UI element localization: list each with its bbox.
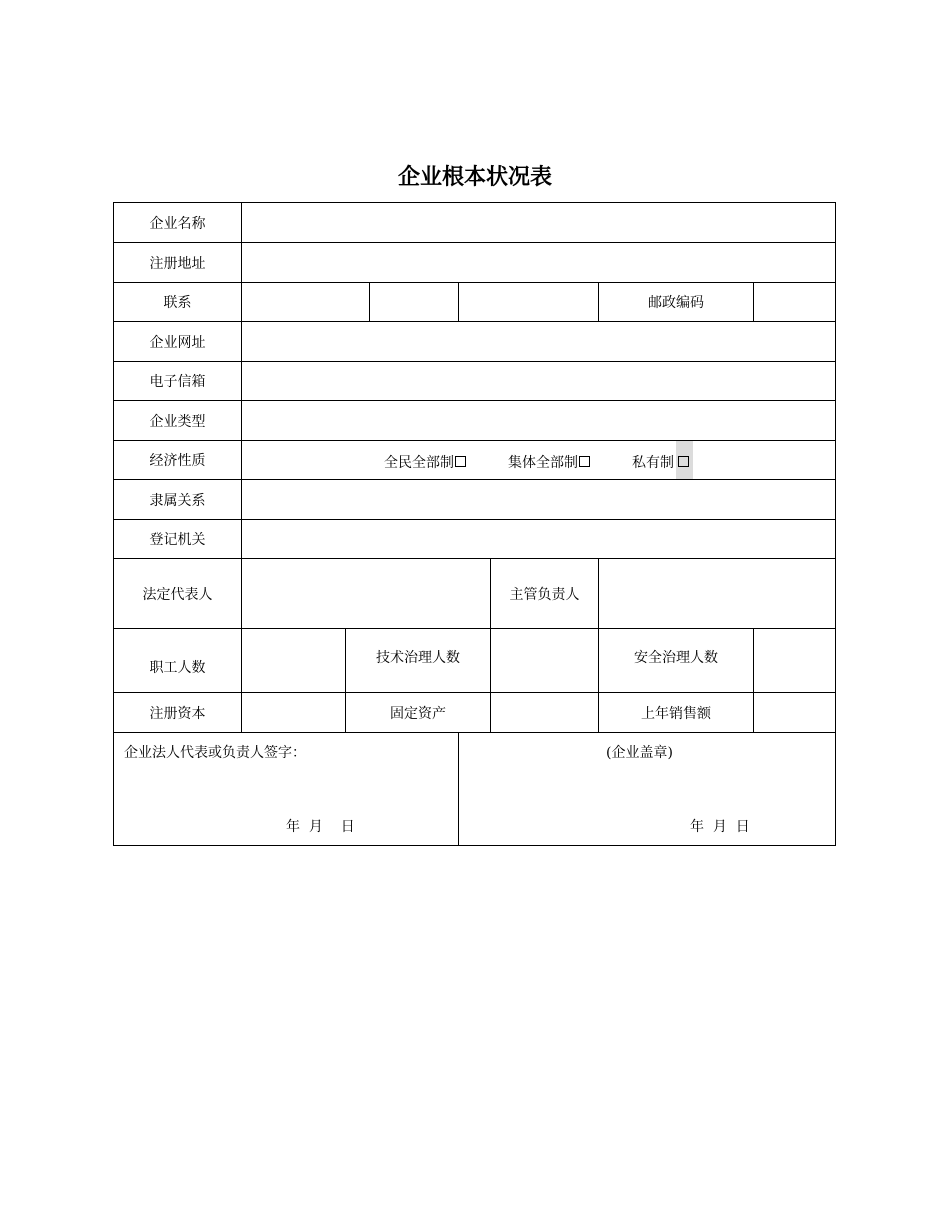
option-private[interactable] — [632, 452, 674, 472]
row-email — [114, 362, 836, 401]
registered-address-label: 注册地址 — [114, 243, 242, 283]
signature-date: 年 月 日 — [286, 819, 355, 835]
option-state-owned[interactable] — [384, 452, 466, 472]
seal-area[interactable] — [459, 733, 836, 846]
row-registered-address — [114, 243, 836, 283]
row-signature — [114, 733, 836, 846]
form-title: 企业根本状况表 — [397, 164, 552, 190]
person-in-charge-field[interactable] — [599, 559, 836, 629]
option-collective[interactable] — [508, 452, 590, 472]
option-collective-label: 集体全部制 — [508, 455, 578, 471]
contact-field-2[interactable] — [370, 283, 459, 322]
option-private-label: 私有制 — [632, 455, 674, 471]
row-economic-nature — [114, 441, 836, 480]
registration-authority-field[interactable] — [242, 520, 836, 559]
company-name-field[interactable] — [242, 203, 836, 243]
registered-capital-field[interactable] — [242, 693, 346, 733]
row-representatives — [114, 559, 836, 629]
company-name-label: 企业名称 — [114, 203, 242, 243]
fixed-assets-field[interactable] — [491, 693, 599, 733]
affiliation-label: 隶属关系 — [114, 480, 242, 520]
row-staff-counts — [114, 629, 836, 693]
safety-management-count-field[interactable] — [754, 629, 836, 693]
private-checkbox-highlight — [676, 441, 693, 479]
private-checkbox[interactable] — [678, 456, 689, 467]
employee-count-field[interactable] — [242, 629, 346, 693]
contact-field-1[interactable] — [242, 283, 370, 322]
collective-checkbox[interactable] — [579, 456, 590, 467]
row-affiliation — [114, 480, 836, 520]
employee-count-label: 职工人数 — [114, 629, 242, 693]
affiliation-field[interactable] — [242, 480, 836, 520]
legal-representative-label: 法定代表人 — [114, 559, 242, 629]
company-info-table — [113, 202, 836, 846]
safety-management-count-label: 安全治理人数 — [599, 629, 754, 693]
economic-nature-options — [242, 441, 836, 480]
email-label: 电子信箱 — [114, 362, 242, 401]
registered-capital-label: 注册资本 — [114, 693, 242, 733]
registered-address-field[interactable] — [242, 243, 836, 283]
row-company-name — [114, 203, 836, 243]
option-state-owned-label: 全民全部制 — [384, 455, 454, 471]
tech-management-count-label: 技术治理人数 — [346, 629, 491, 693]
last-year-sales-label: 上年销售额 — [599, 693, 754, 733]
state-owned-checkbox[interactable] — [455, 456, 466, 467]
signature-label: 企业法人代表或负责人签字： — [124, 745, 306, 761]
row-website — [114, 322, 836, 362]
registration-authority-label: 登记机关 — [114, 520, 242, 559]
economic-nature-label: 经济性质 — [114, 441, 242, 480]
row-company-type — [114, 401, 836, 441]
tech-management-count-field[interactable] — [491, 629, 599, 693]
row-contact — [114, 283, 836, 322]
seal-date: 年 月 日 — [690, 819, 750, 835]
row-registration-authority — [114, 520, 836, 559]
last-year-sales-field[interactable] — [754, 693, 836, 733]
email-field[interactable] — [242, 362, 836, 401]
fixed-assets-label: 固定资产 — [346, 693, 491, 733]
company-type-label: 企业类型 — [114, 401, 242, 441]
postal-code-field[interactable] — [754, 283, 836, 322]
signature-area[interactable] — [114, 733, 459, 846]
legal-representative-field[interactable] — [242, 559, 491, 629]
seal-label: (企业盖章) — [606, 745, 673, 761]
row-financials — [114, 693, 836, 733]
contact-field-3[interactable] — [459, 283, 599, 322]
postal-code-label: 邮政编码 — [599, 283, 754, 322]
website-label: 企业网址 — [114, 322, 242, 362]
person-in-charge-label: 主管负责人 — [491, 559, 599, 629]
contact-label: 联系 — [114, 283, 242, 322]
company-type-field[interactable] — [242, 401, 836, 441]
website-field[interactable] — [242, 322, 836, 362]
